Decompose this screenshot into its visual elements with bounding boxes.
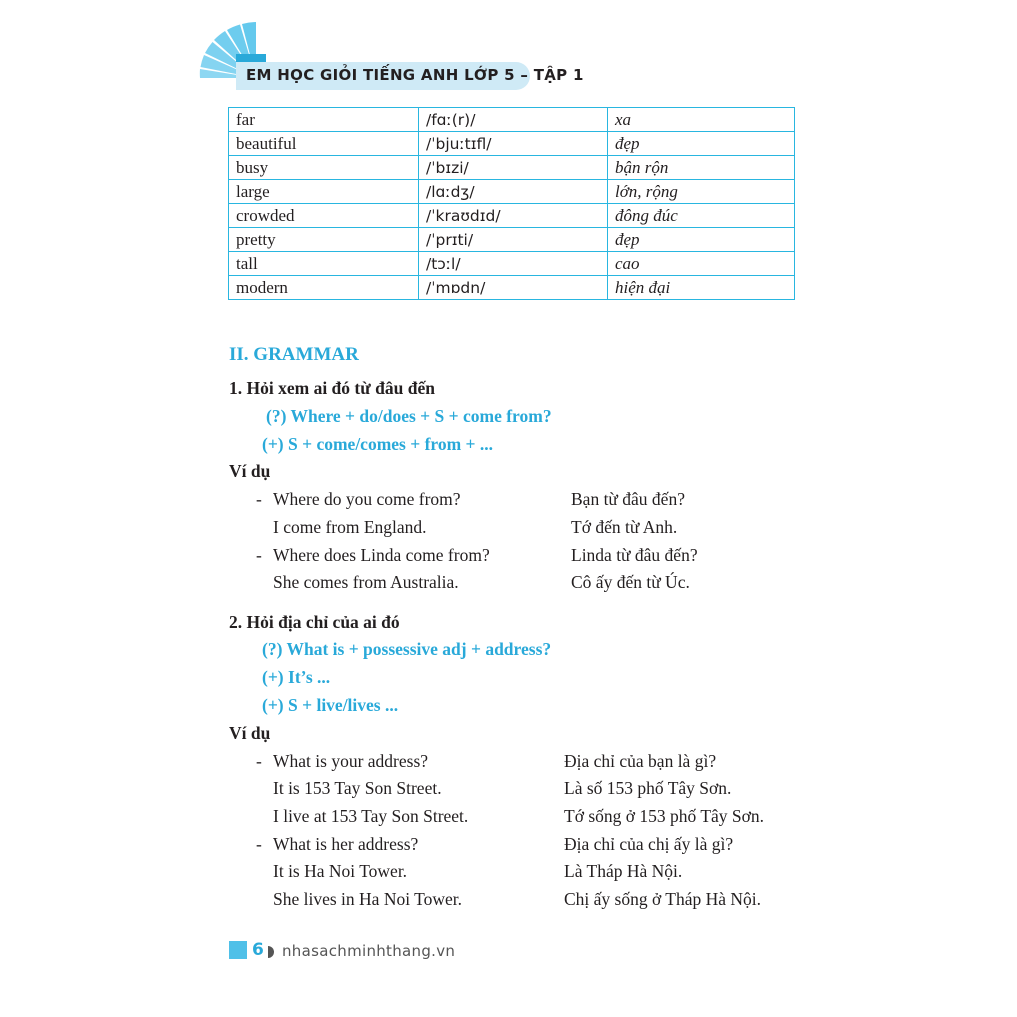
- formula-answer-1: (+) S + come/comes + from + ...: [262, 434, 494, 454]
- vocab-meaning: đẹp: [608, 132, 795, 156]
- example-vi: Cô ấy đến từ Úc.: [571, 572, 690, 592]
- vocab-row: [229, 204, 795, 228]
- example-vi: Bạn từ đâu đến?: [571, 489, 685, 509]
- page-number: 6: [252, 940, 264, 960]
- bullet-marker: -: [256, 834, 262, 854]
- example-en: I live at 153 Tay Son Street.: [273, 806, 469, 826]
- vocab-ipa: /ˈbjuːtɪfl/: [419, 132, 608, 156]
- vocab-meaning: đẹp: [608, 228, 795, 252]
- example-en: It is Ha Noi Tower.: [273, 861, 408, 881]
- vocab-meaning: cao: [608, 252, 795, 276]
- grammar-heading-1: 1. Hỏi xem ai đó từ đâu đến: [229, 378, 435, 398]
- vocab-ipa: /fɑː(r)/: [419, 108, 608, 132]
- vocab-meaning: hiện đại: [608, 276, 795, 300]
- vocab-word: far: [229, 108, 419, 132]
- vocab-row: [229, 156, 795, 180]
- vocab-row: [229, 132, 795, 156]
- example-vi: Là số 153 phố Tây Sơn.: [564, 778, 732, 798]
- vocab-word: large: [229, 180, 419, 204]
- example-en: She comes from Australia.: [273, 572, 459, 592]
- vocab-ipa: /ˈprɪti/: [419, 228, 608, 252]
- half-circle-icon: [268, 946, 274, 958]
- vocab-ipa: /ˈbɪzi/: [419, 156, 608, 180]
- vocab-ipa: /ˈkraʊdɪd/: [419, 204, 608, 228]
- vocab-ipa: /ˈmɒdn/: [419, 276, 608, 300]
- bullet-marker: -: [256, 545, 262, 565]
- bullet-marker: -: [256, 489, 262, 509]
- example-en: What is her address?: [273, 834, 419, 854]
- example-vi: Là Tháp Hà Nội.: [564, 861, 683, 881]
- website-link[interactable]: nhasachminhthang.vn: [282, 942, 456, 960]
- example-en: Where do you come from?: [273, 489, 461, 509]
- grammar-heading-2: 2. Hỏi địa chỉ của ai đó: [229, 612, 400, 632]
- example-vi: Tớ sống ở 153 phố Tây Sơn.: [564, 806, 765, 826]
- example-en: I come from England.: [273, 517, 427, 537]
- vocab-meaning: lớn, rộng: [608, 180, 795, 204]
- vocab-meaning: đông đúc: [608, 204, 795, 228]
- formula-answer-2a: (+) It’s ...: [262, 667, 331, 687]
- section-title: II. GRAMMAR: [229, 344, 359, 365]
- bullet-marker: -: [256, 751, 262, 771]
- vocabulary-table: [228, 107, 795, 300]
- vocab-meaning: bận rộn: [608, 156, 795, 180]
- vocab-word: modern: [229, 276, 419, 300]
- vocab-word: pretty: [229, 228, 419, 252]
- vocab-ipa: /lɑːdʒ/: [419, 180, 608, 204]
- example-en: Where does Linda come from?: [273, 545, 490, 565]
- vocab-word: beautiful: [229, 132, 419, 156]
- vocab-row: [229, 276, 795, 300]
- vocab-word: busy: [229, 156, 419, 180]
- example-label-2: Ví dụ: [229, 723, 271, 743]
- example-vi: Địa chỉ của bạn là gì?: [564, 751, 717, 771]
- footer-square-icon: [229, 941, 247, 959]
- example-en: She lives in Ha Noi Tower.: [273, 889, 462, 909]
- formula-question-1: (?) Where + do/does + S + come from?: [266, 406, 552, 426]
- vocab-row: [229, 180, 795, 204]
- example-en: What is your address?: [273, 751, 429, 771]
- vocab-row: [229, 228, 795, 252]
- vocab-ipa: /tɔːl/: [419, 252, 608, 276]
- formula-answer-2b: (+) S + live/lives ...: [262, 695, 399, 715]
- vocab-meaning: xa: [608, 108, 795, 132]
- vocab-row: [229, 108, 795, 132]
- vocab-row: [229, 252, 795, 276]
- formula-question-2: (?) What is + possessive adj + address?: [262, 639, 552, 659]
- vocab-word: tall: [229, 252, 419, 276]
- example-vi: Tớ đến từ Anh.: [571, 517, 678, 537]
- example-label-1: Ví dụ: [229, 461, 271, 481]
- example-vi: Linda từ đâu đến?: [571, 545, 698, 565]
- example-vi: Địa chỉ của chị ấy là gì?: [564, 834, 734, 854]
- vocab-word: crowded: [229, 204, 419, 228]
- example-en: It is 153 Tay Son Street.: [273, 778, 442, 798]
- example-vi: Chị ấy sống ở Tháp Hà Nội.: [564, 889, 762, 909]
- book-title: EM HỌC GIỎI TIẾNG ANH LỚP 5 – TẬP 1: [246, 66, 584, 84]
